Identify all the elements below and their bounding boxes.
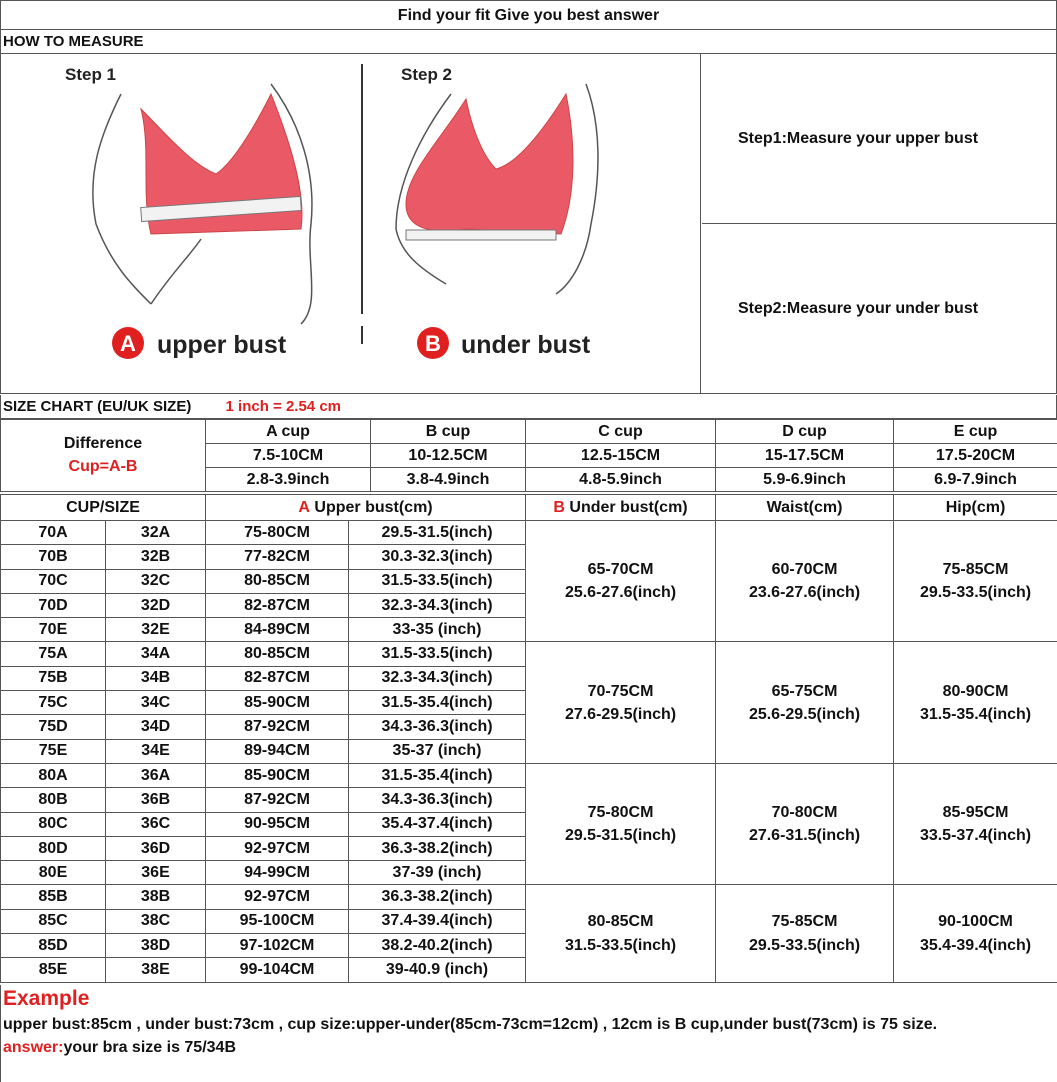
header-waist: Waist(cm) (716, 495, 894, 521)
size-uk: 32C (106, 569, 206, 593)
under-bust-cell-cm: 75-80CM (587, 804, 654, 822)
upper-bust-inch: 33-35 (inch) (349, 618, 526, 642)
measure-section (0, 54, 1057, 394)
upper-bust-cm: 85-90CM (206, 691, 349, 715)
under-bust-cell (526, 763, 716, 884)
table-row (1, 763, 1057, 787)
upper-bust-inch: 31.5-33.5(inch) (349, 642, 526, 666)
cup-cm: 7.5-10CM (206, 444, 371, 468)
under-bust-cell-cm: 70-75CM (587, 682, 654, 700)
header-upper-letter: A (298, 498, 310, 516)
upper-bust-cm: 82-87CM (206, 666, 349, 690)
upper-bust-inch: 38.2-40.2(inch) (349, 934, 526, 958)
example-text: upper bust:85cm , under bust:73cm , cup size:upper-under(85cm-73cm=12cm) , 12cm is B cup,under bust(73cm) is 75 size. (3, 1016, 938, 1033)
size-uk: 34A (106, 642, 206, 666)
size-eu: 75B (1, 666, 106, 690)
under-bust-cell (526, 642, 716, 763)
waist-cell-cm: 65-75CM (771, 682, 838, 700)
upper-bust-inch: 39-40.9 (inch) (349, 958, 526, 982)
example-answer-line (3, 1037, 1057, 1059)
cup-name: E cup (894, 420, 1057, 444)
upper-bust-inch: 36.3-38.2(inch) (349, 836, 526, 860)
size-eu: 75D (1, 715, 106, 739)
page-title: Find your fit Give you best answer (0, 0, 1057, 30)
measure-illustration (1, 54, 701, 394)
upper-bust-inch: 34.3-36.3(inch) (349, 715, 526, 739)
cup-name: A cup (206, 420, 371, 444)
size-uk: 36B (106, 788, 206, 812)
step1-label: Step 1 (65, 65, 117, 84)
upper-bust-inch: 31.5-35.4(inch) (349, 691, 526, 715)
upper-bust-cm: 92-97CM (206, 885, 349, 909)
size-uk: 32B (106, 545, 206, 569)
waist-cell (716, 763, 894, 884)
header-under-letter: B (553, 498, 565, 516)
upper-bust-inch: 31.5-33.5(inch) (349, 569, 526, 593)
upper-bust-inch: 36.3-38.2(inch) (349, 885, 526, 909)
size-eu: 70B (1, 545, 106, 569)
cup-cm: 12.5-15CM (526, 444, 716, 468)
under-bust-cell-inch: 27.6-29.5(inch) (564, 705, 677, 723)
waist-cell (716, 521, 894, 642)
waist-cell-inch: 25.6-29.5(inch) (748, 705, 861, 723)
size-eu: 70D (1, 593, 106, 617)
cup-inch: 4.8-5.9inch (526, 468, 716, 492)
upper-bust-cm: 80-85CM (206, 642, 349, 666)
cup-cm: 17.5-20CM (894, 444, 1057, 468)
waist-cell-cm: 70-80CM (771, 804, 838, 822)
cup-inch: 5.9-6.9inch (716, 468, 894, 492)
cup-cm: 15-17.5CM (716, 444, 894, 468)
header-cup-size: CUP/SIZE (1, 495, 206, 521)
upper-bust-cm: 95-100CM (206, 909, 349, 933)
upper-bust-inch: 37-39 (inch) (349, 861, 526, 885)
size-uk: 38D (106, 934, 206, 958)
hip-cell (894, 885, 1057, 982)
upper-bust-cm: 99-104CM (206, 958, 349, 982)
table-row (1, 521, 1057, 545)
size-uk: 38C (106, 909, 206, 933)
upper-bust-cm: 80-85CM (206, 569, 349, 593)
hip-cell-cm: 90-100CM (938, 913, 1013, 931)
waist-cell (716, 642, 894, 763)
upper-bust-inch: 34.3-36.3(inch) (349, 788, 526, 812)
header-upper-text: Upper bust(cm) (314, 498, 433, 516)
size-eu: 85E (1, 958, 106, 982)
under-bust-cell-cm: 65-70CM (587, 561, 654, 579)
hip-cell-inch: 31.5-35.4(inch) (919, 705, 1032, 723)
upper-bust-inch: 37.4-39.4(inch) (349, 909, 526, 933)
waist-cell-inch: 29.5-33.5(inch) (748, 936, 861, 954)
instruction-step1: Step1:Measure your upper bust (702, 54, 1057, 224)
table-row (1, 642, 1057, 666)
cup-name: D cup (716, 420, 894, 444)
difference-label-cell (1, 420, 206, 492)
hip-cell-cm: 75-85CM (942, 561, 1009, 579)
hip-cell (894, 521, 1057, 642)
upper-bust-inch: 32.3-34.3(inch) (349, 593, 526, 617)
upper-bust-cm: 85-90CM (206, 763, 349, 787)
hip-cell-inch: 33.5-37.4(inch) (919, 827, 1032, 845)
how-to-measure-heading: HOW TO MEASURE (0, 30, 1057, 54)
difference-label: Difference (63, 435, 143, 453)
size-uk: 36A (106, 763, 206, 787)
size-eu: 70C (1, 569, 106, 593)
size-eu: 70A (1, 521, 106, 545)
size-table (0, 494, 1057, 983)
size-eu: 80A (1, 763, 106, 787)
size-eu: 75C (1, 691, 106, 715)
under-bust-cell-inch: 31.5-33.5(inch) (564, 936, 677, 954)
bra-under (406, 94, 573, 234)
upper-bust-inch: 29.5-31.5(inch) (349, 521, 526, 545)
instruction-step2: Step2:Measure your under bust (738, 300, 979, 317)
cup-difference-table (0, 419, 1057, 492)
tape-under (406, 230, 556, 240)
waist-cell-inch: 27.6-31.5(inch) (748, 827, 861, 845)
waist-cell-cm: 60-70CM (771, 561, 838, 579)
upper-bust-cm: 75-80CM (206, 521, 349, 545)
cup-name: B cup (371, 420, 526, 444)
upper-bust-cm: 82-87CM (206, 593, 349, 617)
size-uk: 38E (106, 958, 206, 982)
size-uk: 32A (106, 521, 206, 545)
under-bust-cell-cm: 80-85CM (587, 913, 654, 931)
letter-a-badge: A (120, 331, 136, 356)
size-uk: 34D (106, 715, 206, 739)
size-eu: 75A (1, 642, 106, 666)
size-uk: 34C (106, 691, 206, 715)
letter-b-badge: B (425, 331, 441, 356)
conversion-note: 1 inch = 2.54 cm (225, 398, 341, 415)
upper-bust-cm: 89-94CM (206, 739, 349, 763)
size-eu: 80C (1, 812, 106, 836)
header-hip: Hip(cm) (894, 495, 1057, 521)
size-eu: 75E (1, 739, 106, 763)
upper-bust-inch: 31.5-35.4(inch) (349, 763, 526, 787)
upper-bust-inch: 32.3-34.3(inch) (349, 666, 526, 690)
step2-label: Step 2 (401, 65, 453, 84)
waist-cell (716, 885, 894, 982)
table-row (1, 885, 1057, 909)
upper-bust-inch: 35.4-37.4(inch) (349, 812, 526, 836)
under-bust-cell-inch: 29.5-31.5(inch) (564, 827, 677, 845)
size-chart-label: SIZE CHART (EU/UK SIZE) (3, 398, 192, 415)
hip-cell (894, 763, 1057, 884)
size-uk: 38B (106, 885, 206, 909)
size-uk: 32E (106, 618, 206, 642)
size-uk: 34E (106, 739, 206, 763)
upper-bust-cm: 84-89CM (206, 618, 349, 642)
upper-bust-cm: 97-102CM (206, 934, 349, 958)
size-uk: 34B (106, 666, 206, 690)
upper-bust-cm: 87-92CM (206, 715, 349, 739)
cup-inch: 6.9-7.9inch (894, 468, 1057, 492)
size-eu: 85C (1, 909, 106, 933)
hip-cell (894, 642, 1057, 763)
caption-upper-bust: upper bust (157, 331, 287, 359)
size-uk: 32D (106, 593, 206, 617)
upper-bust-cm: 87-92CM (206, 788, 349, 812)
header-under-bust (526, 495, 716, 521)
header-under-text: Under bust(cm) (569, 498, 688, 516)
cup-cm: 10-12.5CM (371, 444, 526, 468)
caption-under-bust: under bust (461, 331, 591, 359)
upper-bust-inch: 35-37 (inch) (349, 739, 526, 763)
cup-name: C cup (526, 420, 716, 444)
size-eu: 85D (1, 934, 106, 958)
size-eu: 85B (1, 885, 106, 909)
size-uk: 36C (106, 812, 206, 836)
under-bust-cell (526, 885, 716, 982)
header-upper-bust (206, 495, 526, 521)
cup-inch: 3.8-4.9inch (371, 468, 526, 492)
upper-bust-inch: 30.3-32.3(inch) (349, 545, 526, 569)
example-section (0, 985, 1057, 1082)
bra-illustration (1, 54, 701, 394)
size-eu: 80E (1, 861, 106, 885)
under-bust-cell-inch: 25.6-27.6(inch) (564, 584, 677, 602)
upper-bust-cm: 94-99CM (206, 861, 349, 885)
cup-inch: 2.8-3.9inch (206, 468, 371, 492)
size-eu: 70E (1, 618, 106, 642)
waist-cell-cm: 75-85CM (771, 913, 838, 931)
upper-bust-cm: 77-82CM (206, 545, 349, 569)
example-title: Example (3, 987, 90, 1010)
hip-cell-cm: 85-95CM (942, 804, 1009, 822)
hip-cell-inch: 35.4-39.4(inch) (919, 936, 1032, 954)
upper-bust-cm: 90-95CM (206, 812, 349, 836)
hip-cell-cm: 80-90CM (942, 682, 1009, 700)
size-chart-heading (0, 395, 1057, 419)
size-uk: 36E (106, 861, 206, 885)
answer-label: answer: (3, 1039, 64, 1056)
hip-cell-inch: 29.5-33.5(inch) (919, 584, 1032, 602)
answer-text: your bra size is 75/34B (63, 1039, 236, 1056)
size-uk: 36D (106, 836, 206, 860)
size-eu: 80D (1, 836, 106, 860)
waist-cell-inch: 23.6-27.6(inch) (748, 584, 861, 602)
size-eu: 80B (1, 788, 106, 812)
under-bust-cell (526, 521, 716, 642)
upper-bust-cm: 92-97CM (206, 836, 349, 860)
difference-formula: Cup=A-B (68, 457, 138, 475)
